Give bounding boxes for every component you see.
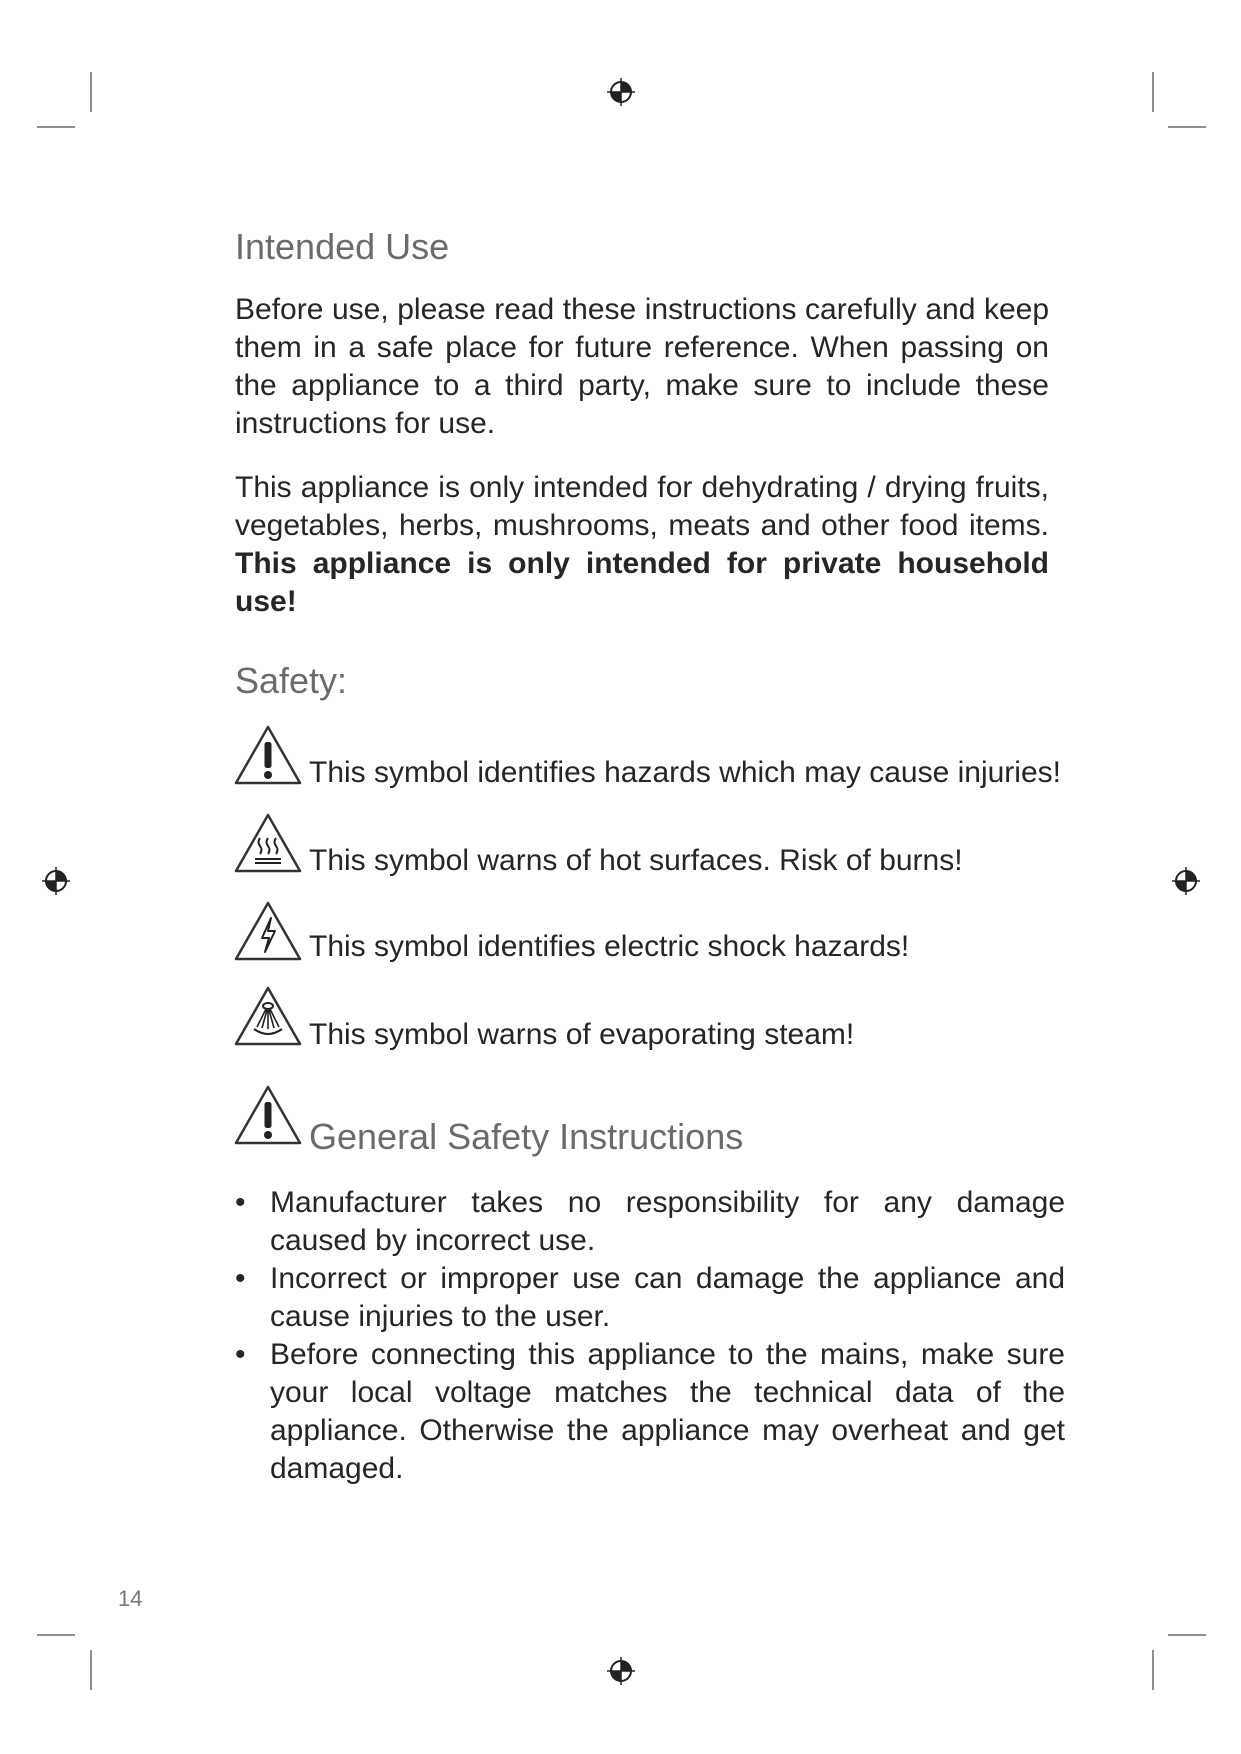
crop-mark-top-left-vertical [90, 72, 92, 112]
list-item-text: Manufacturer takes no responsibility for any damage caused by incorrect use. [270, 1186, 1065, 1257]
intended-use-text: This appliance is only intended for dehydrating / drying fruits, vegetables, herbs, mushrooms, meats and other food items. [235, 471, 1049, 542]
crop-mark-top-right-vertical [1152, 72, 1154, 112]
list-item-text: Before connecting this appliance to the mains, make sure your local voltage matches the technical data of the appliance. Otherwise the appliance may overheat and get damaged. [270, 1338, 1065, 1485]
list-item-text: Incorrect or improper use can damage the appliance and cause injuries to the user. [270, 1262, 1065, 1333]
bullet: • [235, 1186, 246, 1219]
crop-mark-bottom-left-vertical [90, 1650, 92, 1690]
safety-instructions-list [235, 1184, 1065, 1488]
registration-mark-icon [41, 866, 71, 896]
list-item [235, 1184, 1065, 1260]
intended-use-paragraph-2 [235, 469, 1049, 621]
registration-mark-icon [1171, 866, 1201, 896]
page-number: 14 [118, 1586, 143, 1611]
symbol-description: This symbol warns of evaporating steam! [309, 1018, 855, 1051]
hot-surface-warning-icon [233, 812, 303, 874]
steam-warning-icon [233, 985, 303, 1047]
registration-mark-icon [606, 77, 636, 107]
crop-mark-top-right-horizontal [1168, 126, 1206, 128]
bullet: • [235, 1338, 246, 1371]
symbol-description: This symbol identifies electric shock hazards! [309, 930, 910, 963]
bullet: • [235, 1262, 246, 1295]
crop-mark-bottom-right-horizontal [1168, 1634, 1206, 1636]
crop-mark-top-left-horizontal [37, 126, 75, 128]
symbol-description: This symbol identifies hazards which may cause injuries! [309, 756, 1061, 789]
section-heading-general-safety: General Safety Instructions [309, 1116, 744, 1157]
exclamation-warning-icon [233, 1084, 303, 1146]
household-use-notice: This appliance is only intended for private household use! [235, 547, 1049, 618]
list-item [235, 1260, 1065, 1336]
electric-shock-warning-icon [233, 900, 303, 962]
section-heading-intended-use: Intended Use [235, 226, 450, 267]
list-item [235, 1336, 1065, 1488]
registration-mark-icon [606, 1656, 636, 1686]
crop-mark-bottom-left-horizontal [37, 1634, 75, 1636]
exclamation-warning-icon [233, 724, 303, 786]
intended-use-paragraph-1: Before use, please read these instructions carefully and keep them in a safe place for future reference. When passing on the appliance to a third party, make sure to include these instructions for use. [235, 293, 1049, 440]
symbol-description: This symbol warns of hot surfaces. Risk of burns! [309, 844, 963, 877]
crop-mark-bottom-right-vertical [1152, 1650, 1154, 1690]
section-heading-safety: Safety: [235, 660, 348, 701]
